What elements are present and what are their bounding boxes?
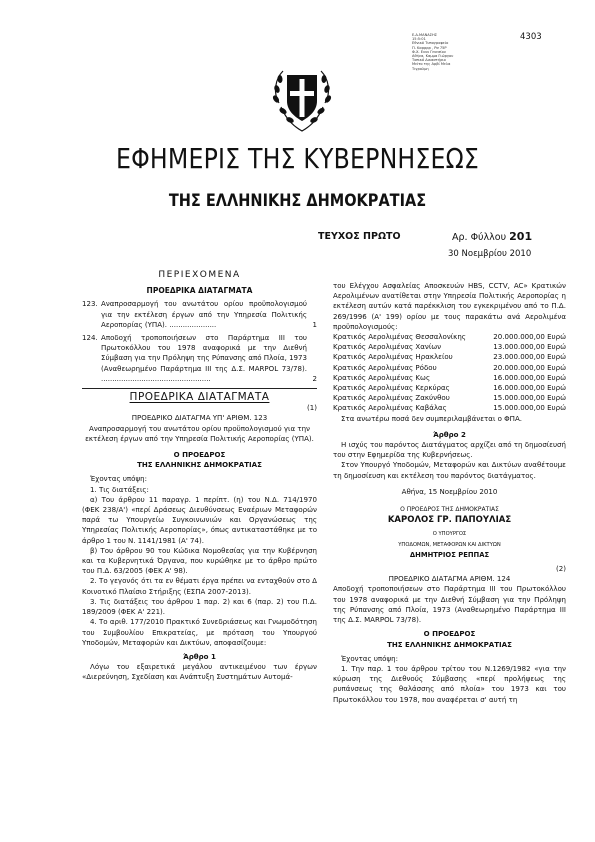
table-row bbox=[333, 363, 566, 373]
greek-coat-of-arms-icon bbox=[271, 63, 333, 135]
airport-name: Κρατικός Αερολιμένας Χανίων bbox=[333, 342, 442, 352]
airport-budget: 23.000.000,00 Ευρώ bbox=[493, 352, 566, 362]
printer-stamp bbox=[412, 33, 486, 71]
section-heading: ΠΡΟΕΔΡΙΚΑ ΔΙΑΤΑΓΜΑΤΑ bbox=[129, 391, 270, 404]
stamp-line: Τιγρολμη bbox=[412, 66, 429, 71]
airport-budget-table bbox=[333, 332, 566, 414]
toc-item-text: Αποδοχή τροποποιήσεων στο Παράρτημα ΙΙΙ του Πρωτοκόλλου του 1978 αναφορικά με την Διεθνή Σύμβαση για την Πρόληψη της Ρύπανσης από Πλοία, 1973 (Αναθεωρημένο Παράρτημα ΙΙΙ της Δ.Σ. MARPOL 73/78). ................................................. bbox=[101, 333, 307, 383]
airport-budget: 16.000.000,00 Ευρώ bbox=[493, 383, 566, 393]
table-row bbox=[333, 383, 566, 393]
minister-name: ΔΗΜΗΤΡΙΟΣ ΡΕΠΠΑΣ bbox=[409, 550, 490, 559]
minister-role: ΥΠΟΔΟΜΩΝ, ΜΕΤΑΦΟΡΩΝ ΚΑΙ ΔΙΚΤΥΩΝ bbox=[398, 541, 501, 548]
president-heading: Ο ΠΡΟΕΔΡΟΣ bbox=[423, 629, 476, 639]
left-column bbox=[82, 268, 317, 683]
vat-note: Στα ανωτέρω ποσά δεν συμπεριλαμβάνεται ο ΦΠΑ. bbox=[341, 413, 523, 423]
gazette-subtitle: ΤΗΣ ΕΛΛΗΝΙΚΗΣ ΔΗΜΟΚΡΑΤΙΑΣ bbox=[168, 191, 427, 210]
stamp-line: 15:5:01 bbox=[412, 37, 426, 42]
president-heading: Ο ΠΡΟΕΔΡΟΣ bbox=[173, 450, 226, 460]
considering-label: Έχοντας υπόψη: bbox=[341, 653, 398, 663]
paragraph: 4. Το αριθ. 177/2010 Πρακτικό Συνεδριάσεως και Γνωμοδότηση του Συμβουλίου Επικρατείας, με πρόταση του Υπουργού Υποδομών, Μεταφορών και Δικτύων, αποφασίζουμε: bbox=[82, 617, 317, 647]
stamp-line: Μείτο της Αρβί Μελα bbox=[412, 62, 451, 67]
table-row bbox=[333, 352, 566, 362]
section-divider bbox=[82, 388, 317, 389]
airport-budget: 15.000.000,00 Ευρώ bbox=[493, 393, 566, 403]
stamp-line: Ε.Δ.ΜΑΝΑΣΗΣ bbox=[412, 33, 437, 37]
airport-name: Κρατικός Αερολιμένας Κερκύρας bbox=[333, 383, 450, 393]
paragraph: 2. Το γεγονός ότι τα εν θέματι έργα πρέπει να ενταχθούν στο Δ Κοινοτικό Πλαίσιο Στήριξης (ΕΣΠΑ 2007-2013). bbox=[82, 576, 317, 596]
issue-label: ΤΕΥΧΟΣ ΠΡΩΤΟ bbox=[318, 231, 401, 242]
decree-number: (1) bbox=[307, 403, 317, 413]
contents-heading: ΠΕΡΙΕΧΟΜΕΝΑ bbox=[158, 270, 241, 280]
right-column bbox=[333, 281, 566, 705]
page-number: 4303 bbox=[520, 32, 542, 42]
airport-name: Κρατικός Αερολιμένας Ρόδου bbox=[333, 362, 437, 372]
paragraph: α) Του άρθρου 11 παραγρ. 1 περίπτ. (η) του Ν.Δ. 714/1970 (ΦΕΚ 238/Α') «περί Δράσεως Διευθύνσεως Εναέριων Μεταφορών παρά τω Υπουργείω Συγκοινωνιών και Οργανώσεως της Υπηρεσίας Πολιτικής Αεροπορίας», όπως αντικαταστάθηκε με το άρθρο 1 του Ν. 1141/1981 (Α' 74). bbox=[82, 494, 317, 545]
article-heading: Άρθρο 1 bbox=[183, 651, 216, 661]
toc-item-number: 123. bbox=[82, 299, 98, 309]
minister-label: Ο ΥΠΟΥΡΓΟΣ bbox=[432, 531, 467, 538]
table-row bbox=[333, 332, 566, 342]
table-row bbox=[333, 342, 566, 352]
president-heading-2: ΤΗΣ ΕΛΛΗΝΙΚΗΣ ΔΗΜΟΚΡΑΤΙΑΣ bbox=[387, 639, 512, 649]
sheet-number-value: 201 bbox=[509, 230, 533, 243]
decree-subject: Αποδοχή τροποποιήσεων στο Παράρτημα ΙΙΙ του Πρωτοκόλλου του 1978 αναφορικά με την Διεθνή Σύμβαση για την Πρόληψη της Ρύπανσης από Πλοία, 1973 (Αναθεωρημένο Παράρτημα ΙΙΙ της Δ.Σ. MARPOL 73/78). bbox=[333, 584, 566, 625]
paragraph: 3. Τις διατάξεις του άρθρου 1 παρ. 2) και 6 (παρ. 2) του Π.Δ. 189/2009 (ΦΕΚ Α' 221). bbox=[82, 596, 317, 617]
signer-name: ΚΑΡΟΛΟΣ ΓΡ. ΠΑΠΟΥΛΙΑΣ bbox=[387, 515, 512, 526]
table-row bbox=[333, 403, 566, 413]
stamp-line: Αθήνα, Καμμα Γιώργου bbox=[412, 54, 454, 59]
airport-name: Κρατικός Αερολιμένας Θεσσαλονίκης bbox=[333, 332, 466, 342]
airport-budget: 13.000.000,00 Ευρώ bbox=[493, 342, 566, 352]
airport-name: Κρατικός Αερολιμένας Ζακύνθου bbox=[333, 393, 450, 403]
considering-label: Έχοντας υπόψη: bbox=[90, 474, 147, 484]
paragraph: του Ελέγχου Ασφαλείας Αποσκευών HBS, CCTV, AC» Κρατικών Αερολιμένων ανατίθεται στην Υπηρεσία Πολιτικής Αεροπορίας η εκτέλεση αυτών κατά παρέκκλιση του εγκεκριμένου από το Π.Δ. 269/1996 (Α' 199) ορίου με τους παρακάτω ανά Αερολιμένα προϋπολογισμούς: bbox=[333, 281, 566, 331]
gazette-title: ΕΦΗΜΕΡΙΣ ΤΗΣ ΚΥΒΕΡΝΗΣΕΩΣ bbox=[116, 143, 479, 175]
sheet-number bbox=[452, 230, 532, 243]
issue-date: 30 Νοεμβρίου 2010 bbox=[448, 249, 532, 259]
toc-item-page: 2 bbox=[312, 373, 317, 383]
toc-item-text: Αναπροσαρμογή του ανωτάτου ορίου προϋπολογισμού για την εκτέλεση έργων από την Υπηρεσία Πολιτικής Αεροπορίας (ΥΠΑ). ..................... bbox=[101, 299, 307, 329]
paragraph: Η ισχύς του παρόντος Διατάγματος αρχίζει από τη δημοσίευσή του στην Εφημερίδα της Κυβερνήσεως. bbox=[333, 440, 566, 460]
paragraph: 1. Την παρ. 1 του άρθρου τρίτου του Ν.1269/1982 «για την κύρωση της Διεθνούς Σύμβασης «περί προλήψεως της ρυπάνσεως της θαλάσσης από πλοία» του 1973 και του Πρωτοκόλλου του 1978, που αναφέρεται σ' αυτή τη bbox=[333, 663, 566, 704]
paragraph: 1. Τις διατάξεις: bbox=[90, 484, 149, 494]
airport-budget: 15.000.000,00 Ευρώ bbox=[493, 403, 566, 413]
table-row bbox=[333, 373, 566, 383]
stamp-line: Π. Καρρρρ , Ρσ 75Ρ bbox=[412, 45, 447, 50]
toc-item-number: 124. bbox=[82, 333, 98, 343]
article-heading: Άρθρο 2 bbox=[433, 429, 466, 439]
sheet-label: Αρ. Φύλλου bbox=[452, 232, 507, 243]
toc-item[interactable] bbox=[82, 333, 317, 384]
president-heading-2: ΤΗΣ ΕΛΛΗΝΙΚΗΣ ΔΗΜΟΚΡΑΤΙΑΣ bbox=[137, 460, 262, 470]
stamp-line: Τοπικό Δικαστήριο bbox=[412, 58, 446, 63]
stamp-line: Εθνικό Τυπογραφείο bbox=[412, 41, 449, 46]
paragraph: β) Του άρθρου 90 του Κώδικα Νομοθεσίας για την Κυβέρνηση και τα Κυβερνητικά Όργανα, που κυρώθηκε με το άρθρο πρώτο του Π.Δ. 63/2005 (ΦΕΚ Α' 98). bbox=[82, 545, 317, 576]
airport-budget: 16.000.000,00 Ευρώ bbox=[493, 372, 566, 382]
airport-budget: 20.000.000,00 Ευρώ bbox=[493, 332, 566, 342]
signed-date: Αθήνα, 15 Νοεμβρίου 2010 bbox=[401, 486, 498, 496]
paragraph: Λόγω του εξαιρετικά μεγάλου αντικειμένου των έργων «Διερεύνηση, Σχεδίαση και Ανάπτυξη Συστημάτων Αυτομά- bbox=[82, 662, 317, 682]
signer-role: Ο ΠΡΟΕΔΡΟΣ ΤΗΣ ΔΗΜΟΚΡΑΤΙΑΣ bbox=[400, 506, 499, 514]
decree-subject: Αναπροσαρμογή του ανωτάτου ορίου προϋπολογισμού για την εκτέλεση έργων από την Υπηρεσία Πολιτικής Αεροπορίας (ΥΠΑ). bbox=[85, 423, 314, 443]
airport-name: Κρατικός Αερολιμένας Ηρακλείου bbox=[333, 352, 453, 362]
decree-title: ΠΡΟΕΔΡΙΚΟ ΔΙΑΤΑΓΜΑ ΑΡΙΘΜ. 124 bbox=[388, 574, 511, 584]
airport-name: Κρατικός Αερολιμένας Κως bbox=[333, 372, 431, 382]
decrees-heading: ΠΡΟΕΔΡΙΚΑ ΔΙΑΤΑΓΜΑΤΑ bbox=[146, 286, 253, 296]
table-row bbox=[333, 393, 566, 403]
toc-item[interactable] bbox=[82, 299, 317, 330]
paragraph: Στον Υπουργό Υποδομών, Μεταφορών και Δικτύων αναθέτουμε τη δημοσίευση και εκτέλεση του παρόντος διατάγματος. bbox=[333, 460, 566, 480]
toc-item-page: 1 bbox=[312, 319, 317, 329]
airport-name: Κρατικός Αερολιμένας Καβάλας bbox=[333, 403, 447, 413]
stamp-line: Φ.Χ. Ευνν Γενεσίου bbox=[412, 49, 446, 54]
decree-title: ΠΡΟΕΔΡΙΚΟ ΔΙΑΤΑΓΜΑ ΥΠ' ΑΡΙΘΜ. 123 bbox=[131, 413, 268, 423]
decree-number: (2) bbox=[556, 564, 566, 574]
airport-budget: 20.000.000,00 Ευρώ bbox=[493, 362, 566, 372]
